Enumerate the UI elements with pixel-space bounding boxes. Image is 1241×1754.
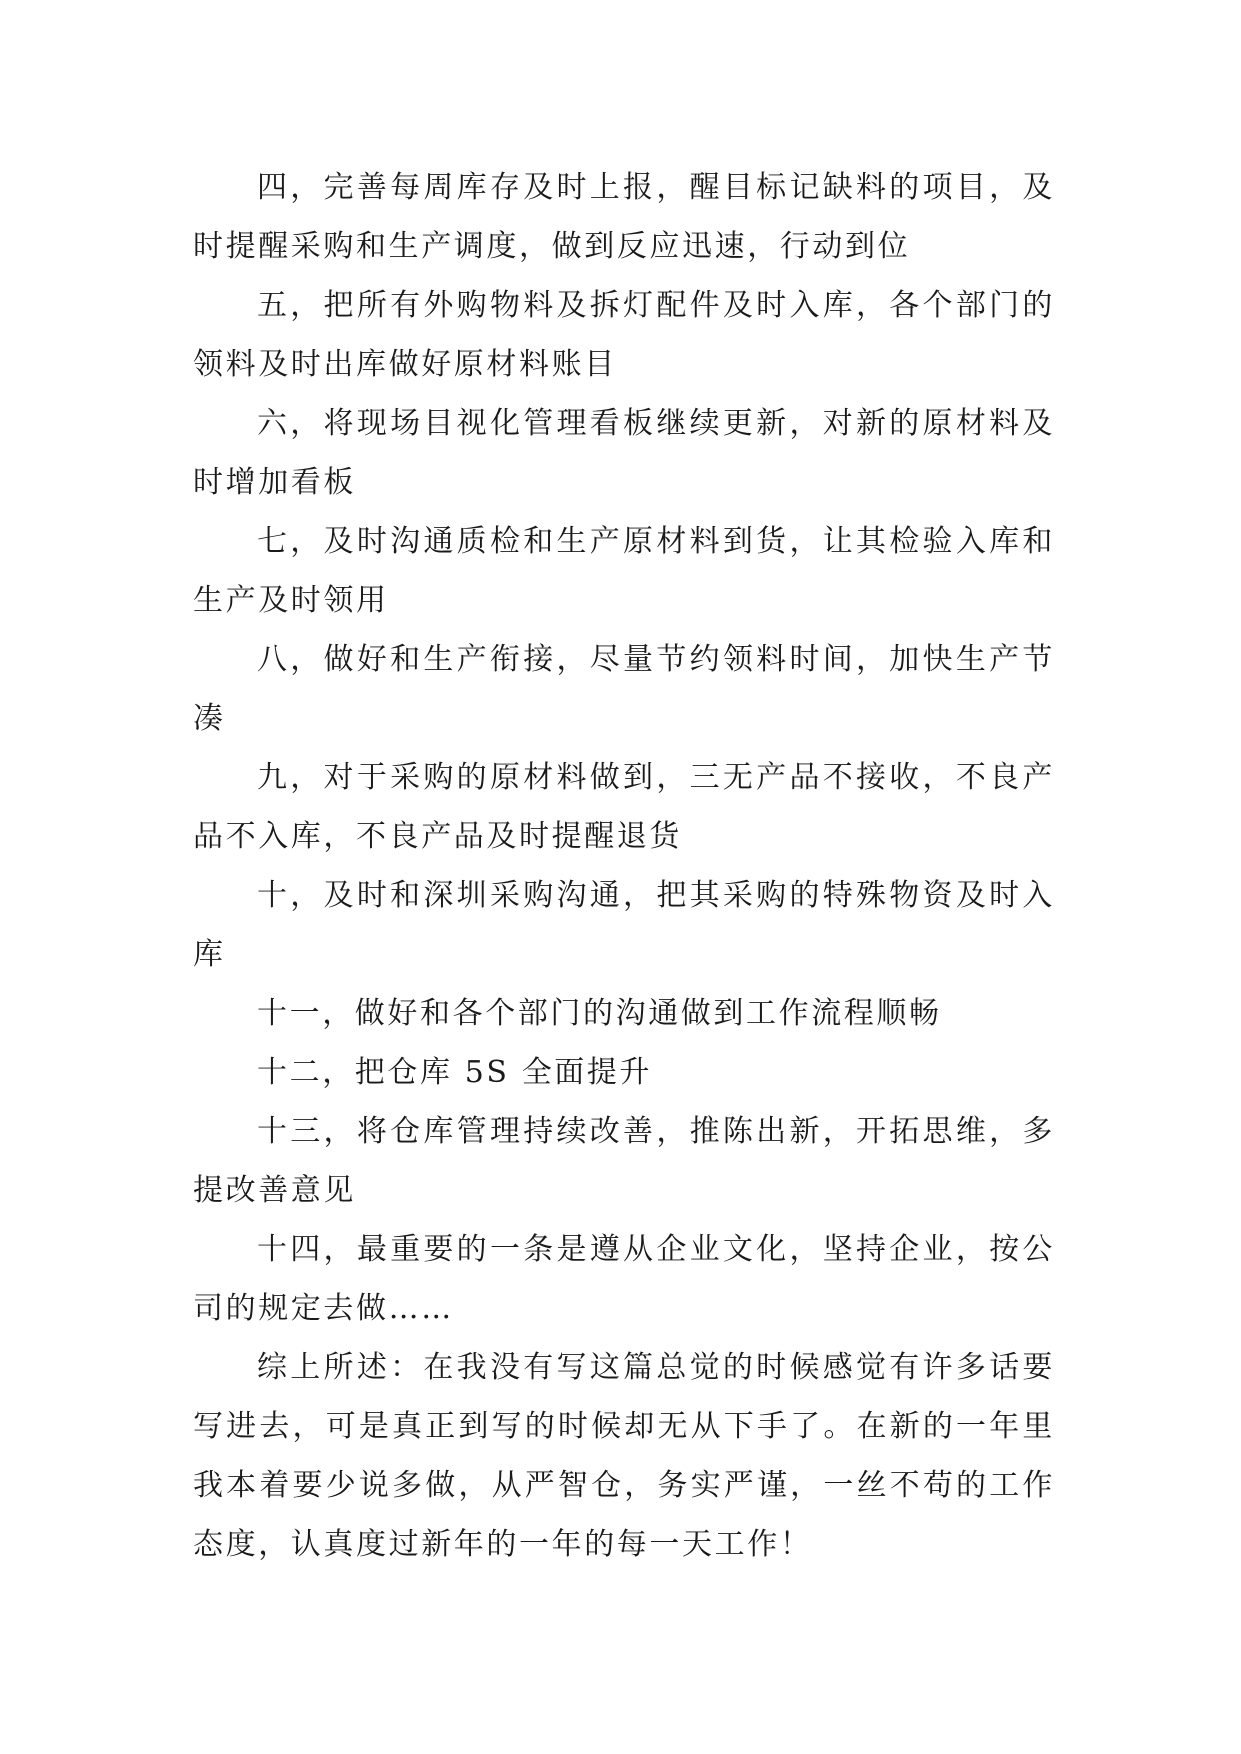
paragraph-item-12: 十二，把仓库 5S 全面提升 bbox=[257, 1055, 653, 1090]
paragraph-item-4: 四，完善每周库存及时上报，醒目标记缺料的项目，及时提醒采购和生产调度，做到反应迅速，行动到位 bbox=[193, 170, 1055, 264]
paragraph-item-10: 十，及时和深圳采购沟通，把其采购的特殊物资及时入库 bbox=[193, 878, 1055, 972]
paragraph-item-14: 十四，最重要的一条是遵从企业文化，坚持企业，按公司的规定去做…… bbox=[193, 1232, 1055, 1326]
paragraph-item-7: 七，及时沟通质检和生产原材料到货，让其检验入库和生产及时领用 bbox=[193, 524, 1055, 618]
paragraph-item-5: 五，把所有外购物料及拆灯配件及时入库，各个部门的领料及时出库做好原材料账目 bbox=[193, 288, 1055, 382]
document-body bbox=[193, 158, 1055, 1574]
paragraph-item-11: 十一，做好和各个部门的沟通做到工作流程顺畅 bbox=[257, 996, 942, 1031]
paragraph-item-9: 九，对于采购的原材料做到，三无产品不接收，不良产品不入库，不良产品及时提醒退货 bbox=[193, 760, 1055, 854]
paragraph-item-8: 八，做好和生产衔接，尽量节约领料时间，加快生产节凑 bbox=[193, 642, 1055, 736]
paragraph-item-6: 六，将现场目视化管理看板继续更新，对新的原材料及时增加看板 bbox=[193, 406, 1055, 500]
paragraph-item-13: 十三，将仓库管理持续改善，推陈出新，开拓思维，多提改善意见 bbox=[193, 1114, 1055, 1208]
summary-paragraph: 综上所述：在我没有写这篇总觉的时候感觉有许多话要写进去，可是真正到写的时候却无从下手了。在新的一年里我本着要少说多做，从严智仓，务实严谨，一丝不苟的工作态度，认真度过新年的一年的每一天工作！ bbox=[193, 1350, 1055, 1562]
